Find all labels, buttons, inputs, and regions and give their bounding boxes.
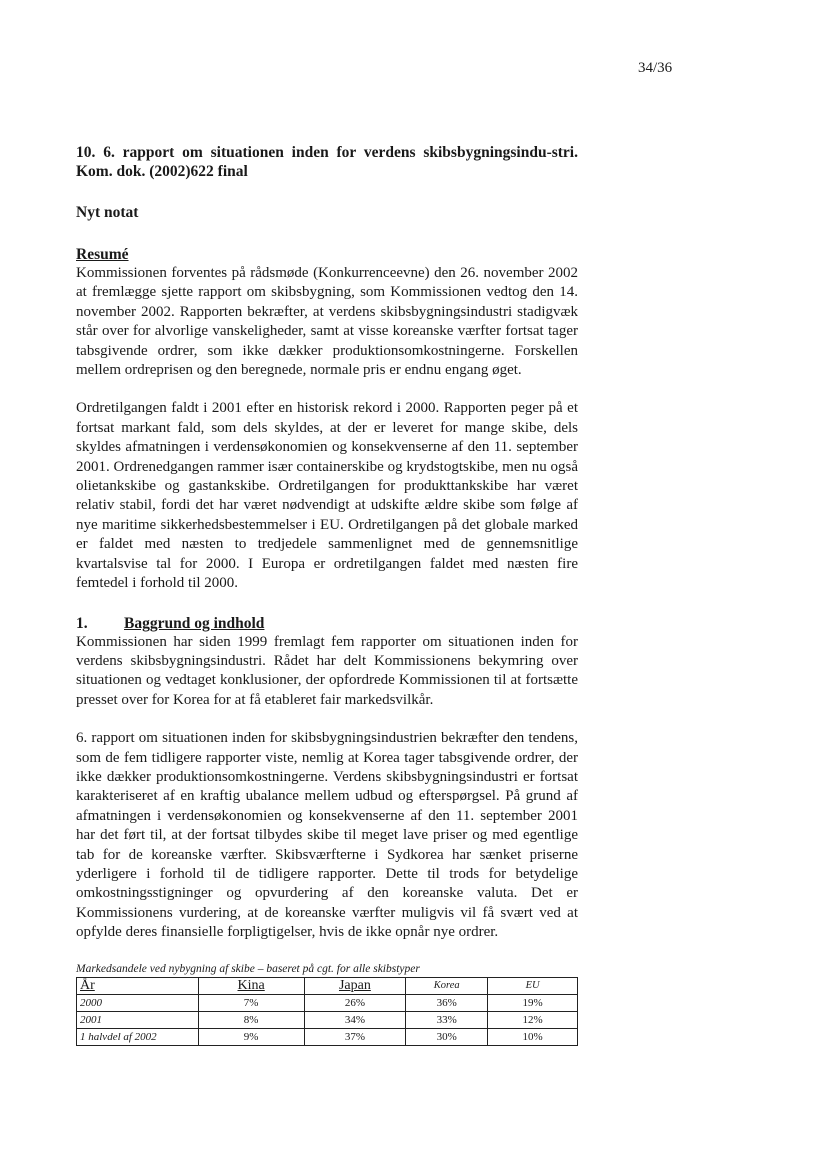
table-header-row: [77, 977, 578, 994]
table-cell: 1 halvdel af 2002: [77, 1028, 199, 1045]
table-caption: Markedsandele ved nybygning af skibe – baseret på cgt. for alle skibstyper: [76, 962, 420, 975]
table-cell: 12%: [488, 1011, 578, 1028]
section-1-heading: [76, 614, 578, 633]
section-1-paragraph-2: 6. rapport om situationen inden for skibsbygningsindustrien bekræfter den tendens, som de fem tidligere rapporter viste, nemlig at Korea tager tabsgivende ordrer, der ikke dækker produktionsomkostningerne. Verdens skibsbygningsindustri er fortsat karakteriseret af en kraftig ubalance mellem udbud og efterspørgsel. På grund af afmatningen i verdensøkonomien og konsekvenserne af den 11. september 2001 har det ført til, at der fortsat tilbydes skibe til meget lave priser og med egentlige tab for de koreanske værfter. Skibsværfterne i Sydkorea har sænket priserne yderligere i forhold til de tidligere rapporter. Dette til trods for betydelige omkostningsstigninger og opvurdering af den koreanske valuta. Det er Kommissionens vurdering, at de koreanske værfter muligvis vil få svært ved at opfylde deres finansielle forpligtigelser, hvis de ikke opnår nye ordrer.: [76, 730, 578, 941]
notat-label: Nyt notat: [76, 204, 139, 221]
table-cell: 2001: [77, 1011, 199, 1028]
table-cell: 19%: [488, 994, 578, 1011]
column-header: Kina: [198, 977, 304, 994]
table-cell: 26%: [304, 994, 406, 1011]
resume-title: Resumé: [76, 246, 129, 263]
table-cell: 8%: [198, 1011, 304, 1028]
table-cell: 7%: [198, 994, 304, 1011]
document-body: [76, 143, 578, 1046]
column-header: EU: [488, 977, 578, 994]
table-row: [77, 994, 578, 1011]
table-cell: 30%: [406, 1028, 488, 1045]
section-title: Baggrund og indhold: [124, 614, 265, 632]
table-cell: 36%: [406, 994, 488, 1011]
resume-paragraph-1: Kommissionen forventes på rådsmøde (Konkurrenceevne) den 26. november 2002 at fremlægge sjette rapport om skibsbygning, som Kommissionen vedtog den 14. november 2002. Rapporten bekræfter, at verdens skibsbygningsindustri stadigvæk står over for alvorlige vanskeligheder, samt at visse koreanske værfter fortsat tager tabsgivende ordrer, som ikke dækker produktionsomkostningerne. Forskellen mellem ordreprisen og den beregnede, normale pris er endnu engang øget.: [76, 265, 578, 379]
section-number: 1.: [76, 614, 88, 632]
table-cell: 33%: [406, 1011, 488, 1028]
table-cell: 9%: [198, 1028, 304, 1045]
page-number: 34/36: [638, 60, 673, 76]
document-heading: 10. 6. rapport om situationen inden for verdens skibsbygningsindu-stri. Kom. dok. (2002)622 final: [76, 144, 578, 180]
table-cell: 34%: [304, 1011, 406, 1028]
table-row: [77, 1011, 578, 1028]
column-header: Korea: [406, 977, 488, 994]
market-share-table: [76, 977, 578, 1046]
section-1-paragraph-1: Kommissionen har siden 1999 fremlagt fem rapporter om situationen inden for verdens skibsbygningsindustri. Rådet har delt Kommissionens bekymring over situationen og vedtaget konklusioner, der opfordrede Kommissionen til at fortsætte presset over for Korea for at få etableret fair markedsvilkår.: [76, 633, 578, 708]
table-cell: 37%: [304, 1028, 406, 1045]
column-header: Japan: [304, 977, 406, 994]
resume-paragraph-2: Ordretilgangen faldt i 2001 efter en historisk rekord i 2000. Rapporten peger på et fortsat markant fald, som dels skyldes, at der er leveret for mange skibe, dels skyldes afmatningen i verdensøkonomien og konsekvenserne af den 11. september 2001. Ordrenedgangen rammer især containerskibe og krydstogtskibe, men nu også olietankskibe og gastankskibe. Ordretilgangen for produkttankskibe har været relativ stabil, fordi det har været nødvendigt at udskifte ældre skibe som følge af nye maritime sikkerhedsbestemmelser i EU. Ordretilgangen på det globale marked er faldet med næsten to tredjedele sammenlignet med de gennemsnitlige kvartalsvise tal for 2000. I Europa er ordretilgangen faldet med næsten fire femtedel i forhold til 2000.: [76, 400, 578, 592]
table-cell: 10%: [488, 1028, 578, 1045]
table-row: [77, 1028, 578, 1045]
table-cell: 2000: [77, 994, 199, 1011]
column-header: År: [77, 977, 199, 994]
